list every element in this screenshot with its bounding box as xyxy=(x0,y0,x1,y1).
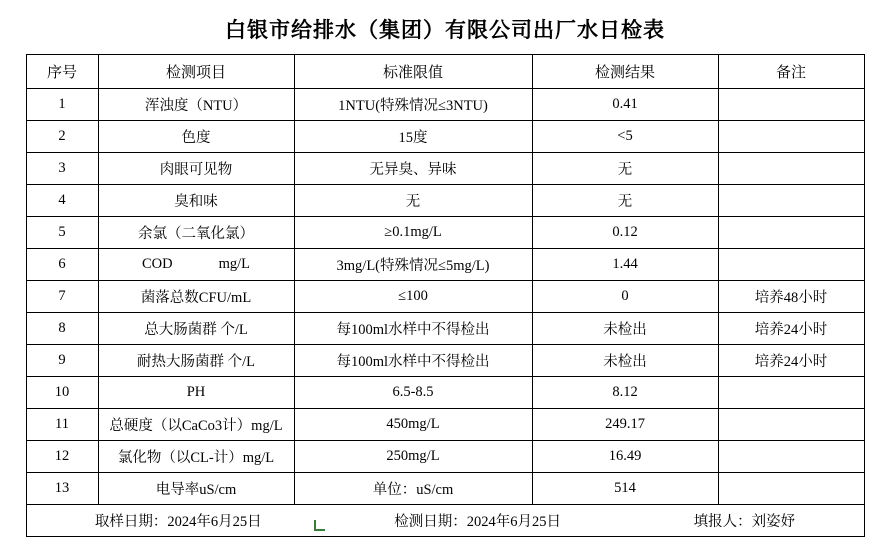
table-row xyxy=(26,121,864,153)
table-body xyxy=(26,89,864,537)
cell-item: 总大肠菌群 个/L xyxy=(98,313,294,345)
cell-item: 余氯（二氧化氯） xyxy=(98,217,294,249)
cell-limit: 1NTU(特殊情况≤3NTU) xyxy=(294,89,532,121)
cell-limit: 15度 xyxy=(294,121,532,153)
table-header xyxy=(26,55,864,89)
cell-no: 13 xyxy=(26,473,98,505)
cell-limit: ≤100 xyxy=(294,281,532,313)
table-row xyxy=(26,313,864,345)
cell-limit: 无 xyxy=(294,185,532,217)
cell-result: 0.41 xyxy=(532,89,718,121)
water-quality-table xyxy=(26,54,865,537)
cell-remark xyxy=(718,121,864,153)
cell-remark xyxy=(718,377,864,409)
cell-item: 浑浊度（NTU） xyxy=(98,89,294,121)
table-row xyxy=(26,281,864,313)
cell-no: 12 xyxy=(26,441,98,473)
cell-remark xyxy=(718,153,864,185)
cell-item: PH xyxy=(98,377,294,409)
cell-remark xyxy=(718,441,864,473)
cell-remark xyxy=(718,473,864,505)
cell-limit: 250mg/L xyxy=(294,441,532,473)
column-header-limit: 标准限值 xyxy=(294,55,532,89)
cell-item: 臭和味 xyxy=(98,185,294,217)
cell-no: 3 xyxy=(26,153,98,185)
cell-item: 色度 xyxy=(98,121,294,153)
cell-no: 7 xyxy=(26,281,98,313)
cell-result: 16.49 xyxy=(532,441,718,473)
cell-remark xyxy=(718,89,864,121)
cell-remark xyxy=(718,409,864,441)
table-row xyxy=(26,217,864,249)
cell-result: 未检出 xyxy=(532,313,718,345)
cell-no: 8 xyxy=(26,313,98,345)
cell-item: 菌落总数CFU/mL xyxy=(98,281,294,313)
cell-remark: 培养24小时 xyxy=(718,345,864,377)
cell-no: 4 xyxy=(26,185,98,217)
footer-cell xyxy=(26,505,864,537)
cell-remark xyxy=(718,185,864,217)
column-header-item: 检测项目 xyxy=(98,55,294,89)
cell-limit: 450mg/L xyxy=(294,409,532,441)
corner-marker-icon xyxy=(314,520,325,531)
table-row xyxy=(26,185,864,217)
table-row xyxy=(26,89,864,121)
column-header-remark: 备注 xyxy=(718,55,864,89)
cell-limit: ≥0.1mg/L xyxy=(294,217,532,249)
table-row xyxy=(26,409,864,441)
cell-no: 2 xyxy=(26,121,98,153)
table-header-row xyxy=(26,55,864,89)
cell-remark: 培养24小时 xyxy=(718,313,864,345)
cell-remark xyxy=(718,249,864,281)
table-row xyxy=(26,345,864,377)
column-header-result: 检测结果 xyxy=(532,55,718,89)
cell-result: 1.44 xyxy=(532,249,718,281)
cell-result: 未检出 xyxy=(532,345,718,377)
page-title: 白银市给排水（集团）有限公司出厂水日检表 xyxy=(225,18,665,42)
table-row xyxy=(26,153,864,185)
cell-limit: 每100ml水样中不得检出 xyxy=(294,313,532,345)
cell-item-label: COD xyxy=(141,256,173,272)
table-row xyxy=(26,473,864,505)
cell-limit: 单位：uS/cm xyxy=(294,473,532,505)
cell-result: 249.17 xyxy=(532,409,718,441)
cell-result: 8.12 xyxy=(532,377,718,409)
cell-remark: 培养48小时 xyxy=(718,281,864,313)
cell-no: 10 xyxy=(26,377,98,409)
inspection-date: 检测日期：2024年6月25日 xyxy=(394,514,561,530)
cell-limit: 6.5-8.5 xyxy=(294,377,532,409)
cell-item: 电导率uS/cm xyxy=(98,473,294,505)
cell-item-unit: mg/L xyxy=(218,256,251,272)
cell-item: 耐热大肠菌群 个/L xyxy=(98,345,294,377)
filled-by: 填报人：刘姿妤 xyxy=(693,514,796,530)
cell-no: 5 xyxy=(26,217,98,249)
cell-no: 6 xyxy=(26,249,98,281)
table-row xyxy=(26,377,864,409)
table-footer-row xyxy=(26,505,864,537)
cell-item: 总硬度（以CaCo3计）mg/L xyxy=(98,409,294,441)
cell-item: 氯化物（以CL-计）mg/L xyxy=(98,441,294,473)
cell-limit: 3mg/L(特殊情况≤5mg/L) xyxy=(294,249,532,281)
cell-result: <5 xyxy=(532,121,718,153)
table-row xyxy=(26,441,864,473)
cell-item: 肉眼可见物 xyxy=(98,153,294,185)
cell-limit: 每100ml水样中不得检出 xyxy=(294,345,532,377)
cell-no: 1 xyxy=(26,89,98,121)
cell-remark xyxy=(718,217,864,249)
cell-result: 514 xyxy=(532,473,718,505)
table-row xyxy=(26,249,864,281)
cell-limit: 无异臭、异味 xyxy=(294,153,532,185)
cell-result: 0 xyxy=(532,281,718,313)
cell-item xyxy=(98,249,294,281)
cell-no: 9 xyxy=(26,345,98,377)
cell-result: 无 xyxy=(532,185,718,217)
cell-no: 11 xyxy=(26,409,98,441)
column-header-no: 序号 xyxy=(26,55,98,89)
cell-result: 无 xyxy=(532,153,718,185)
sampling-date: 取样日期：2024年6月25日 xyxy=(94,514,262,530)
cell-result: 0.12 xyxy=(532,217,718,249)
